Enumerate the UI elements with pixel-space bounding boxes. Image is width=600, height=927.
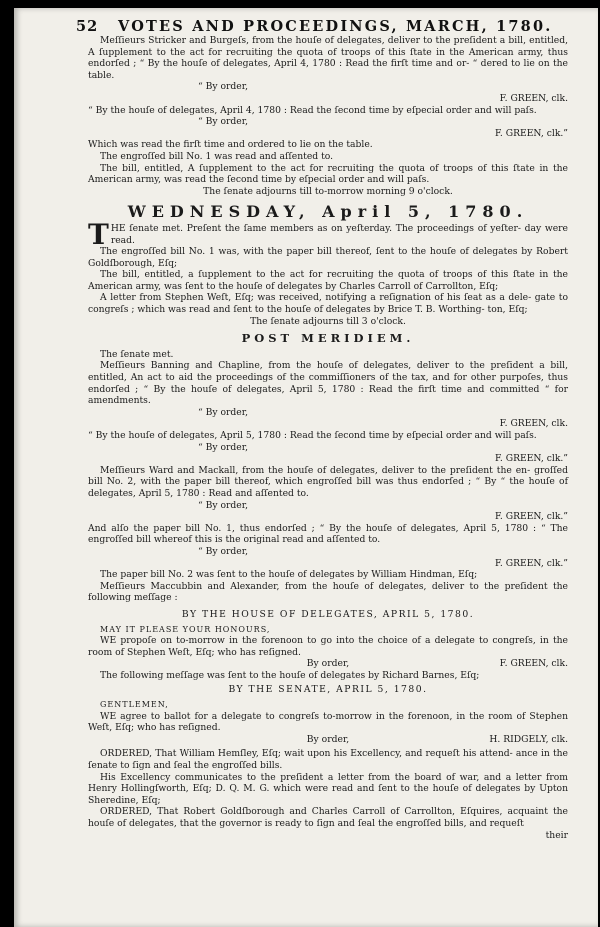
message-heading: BY THE SENATE, APRIL 5, 1780. <box>228 684 428 696</box>
paragraph: “ By the houſe of delegates, April 4, 1780 : Read the ſecond time by eſpecial order and will paſs. <box>88 104 537 116</box>
message-text: WE agree to ballot for a delegate to congreſs to-morrow in the forenoon, in the room of Stephen Weſt, Eſq; who has reſigned. <box>88 710 568 734</box>
paragraph: “ By the houſe of delegates, April 5, 1780 : Read the ſecond time by eſpecial order and will paſs. <box>88 430 537 441</box>
paragraph: The engroſſed bill No. 1 was read and aſſented to. <box>100 150 334 162</box>
adjournment-line: The ſenate adjourns till to-morrow morning 9 o'clock. <box>203 185 453 197</box>
paragraph: Which was read the firſt time and ordered to lie on the table. <box>88 139 373 151</box>
by-order-line: “ By order, <box>198 116 249 128</box>
paragraph: A letter from Stephen Weſt, Eſq; was received, notifying a reſignation of his ſeat as a dele- gate to congreſs ; which was read and ſent to the houſe of delegates by Brice T. B. Worthing- ton, Eſq; <box>88 292 568 316</box>
clerk-signature: F. GREEN, clk.” <box>494 127 568 139</box>
paragraph: And alſo the paper bill No. 1, thus endorſed ; “ By the houſe of delegates, April 5, 1780 : “ The engroſſed bill whereof this is the original read and aſſented to. <box>88 522 568 546</box>
catchword: their <box>545 829 568 841</box>
paragraph: Meſſieurs Maccubbin and Alexander, from the houſe of delegates, deliver to the preſident the following meſſage : <box>88 580 568 604</box>
clerk-signature: H. RIDGELY, clk. <box>489 733 568 745</box>
clerk-signature: F. GREEN, clk.” <box>494 453 568 465</box>
by-order-line: “ By order, <box>198 81 249 93</box>
drop-cap: T <box>88 217 109 251</box>
paragraph: ORDERED, That William Hemſley, Eſq; wait upon his Excellency, and requeſt his attend- ance in the ſenate to ſign and ſeal the engroſſed bills. <box>88 748 568 772</box>
by-order-line: By order, <box>306 658 350 670</box>
by-order-line: “ By order, <box>198 499 249 511</box>
section-heading: POST MERIDIEM. <box>241 331 415 346</box>
salutation: MAY IT PLEASE YOUR HONOURS, <box>100 624 271 634</box>
page-body <box>88 35 568 841</box>
by-order-line: “ By order, <box>198 441 249 453</box>
paragraph: His Excellency communicates to the preſident a letter from the board of war, and a letter from Henry Hollingſworth, Eſq; D. Q. M. G. which were read and ſent to the houſe of delegates by Upton Sheredine, Eſq; <box>88 771 568 806</box>
paragraph: Meſſieurs Ward and Mackall, from the houſe of delegates, deliver to the preſident the en- groſſed bill No. 2, with the paper bill thereof, which engroſſed bill was thus endorſed ; “ By “ the houſe of delegates, April 5, 1780 : Read and aſſented to. <box>88 464 568 499</box>
paragraph: The following meſſage was ſent to the houſe of delegates by Richard Barnes, Eſq; <box>100 669 480 681</box>
day-heading: WEDNESDAY, April 5, 1780. <box>127 202 529 222</box>
running-title: VOTES AND PROCEEDINGS, MARCH, 1780. <box>118 18 553 35</box>
clerk-signature: F. GREEN, clk.” <box>494 557 568 569</box>
clerk-signature: F. GREEN, clk.” <box>494 511 568 523</box>
clerk-signature: F. GREEN, clk. <box>499 418 568 430</box>
paragraph: The bill, entitled, A ſupplement to the act for recruiting the quota of troops of this ſtate in the American army, was read the ſecond time by eſpecial order and will paſs. <box>88 162 568 186</box>
paragraph: The ſenate met. <box>100 348 174 360</box>
paragraph: ORDERED, That Robert Goldſborough and Charles Carroll of Carrollton, Eſquires, acquaint the houſe of delegates, that the governor is ready to ſign and ſeal the engroſſed bills, and requeſt <box>88 806 568 829</box>
paragraph: The bill, entitled, a ſupplement to the act for recruiting the quota of troops of this ſtate in the American army, was ſent to the houſe of delegates by Charles Carroll of Carrollton, Eſq; <box>88 269 568 292</box>
paragraph: The engroſſed bill No. 1 was, with the paper bill thereof, ſent to the houſe of delegates by Robert Goldſborough, Eſq; <box>88 246 568 269</box>
clerk-signature: F. GREEN, clk. <box>499 92 568 104</box>
clerk-signature: F. GREEN, clk. <box>499 658 568 670</box>
paragraph: The paper bill No. 2 was ſent to the houſe of delegates by William Hindman, Eſq; <box>100 569 478 581</box>
salutation: GENTLEMEN, <box>100 700 169 710</box>
by-order-line: “ By order, <box>198 406 249 418</box>
by-order-line: “ By order, <box>198 545 249 557</box>
page-sheet <box>14 8 598 927</box>
by-order-line: By order, <box>306 733 350 745</box>
page-number: 52 <box>76 18 99 35</box>
adjournment-line: The ſenate adjourns till 3 o'clock. <box>250 315 406 327</box>
message-heading: BY THE HOUSE OF DELEGATES, APRIL 5, 1780. <box>181 608 475 620</box>
paragraph-opening <box>88 217 568 251</box>
message-text: WE propoſe on to-morrow in the forenoon to go into the choice of a delegate to congreſs, in the room of Stephen Weſt, Eſq; who has reſigned. <box>88 635 568 658</box>
paragraph: Meſſieurs Stricker and Burgeſs, from the houſe of delegates, deliver to the preſident a bill, entitled, A ſupplement to the act for recruiting the quota of troops of this ſtate in the American army, thus endorſed ; “ By the houſe of delegates, April 4, 1780 : Read the firſt time and or- “ dered to lie on the table. <box>88 35 568 81</box>
paragraph: Meſſieurs Banning and Chapline, from the houſe of delegates, deliver to the preſident a bill, entitled, An act to aid the proceedings of the commiſſioners of the tax, and for other purpoſes, thus endorſed ; “ By the houſe of delegates, April 5, 1780 : Read the firſt time and committed “ for amendments. <box>88 360 568 407</box>
paragraph-opening-text: HE ſenate met. Preſent the ſame members as on yeſterday. The proceedings of yeſter- day were read. <box>110 222 568 246</box>
